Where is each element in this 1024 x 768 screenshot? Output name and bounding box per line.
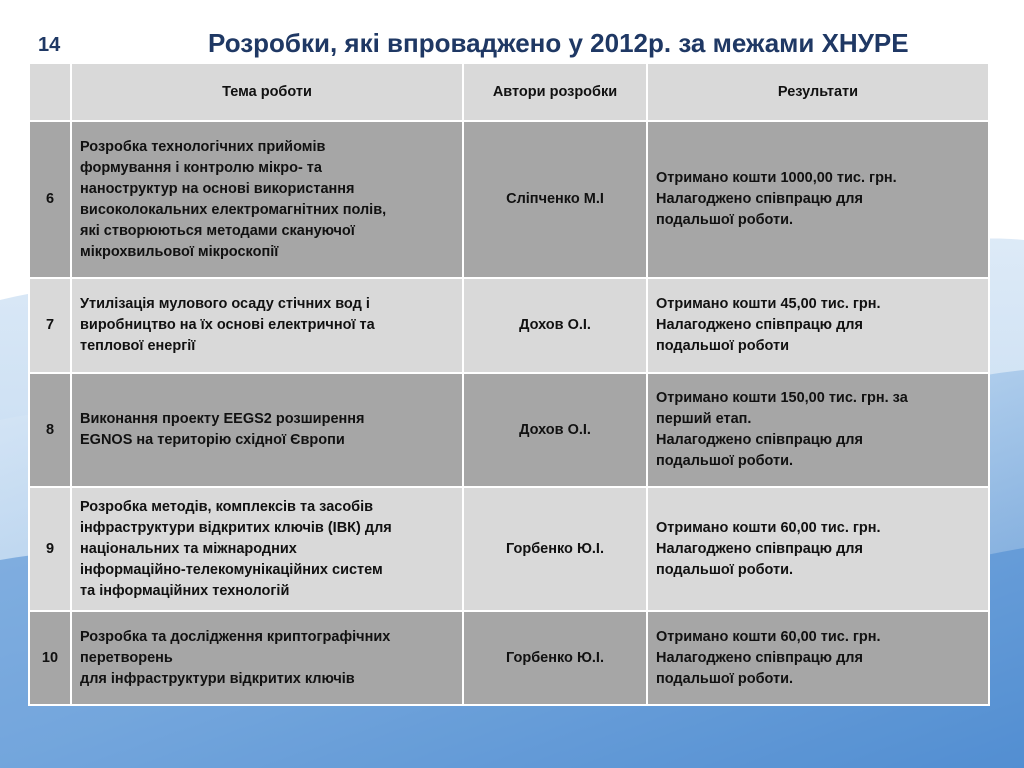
slide-number: 14 (38, 34, 61, 56)
header-num (29, 63, 71, 121)
result-line: Отримано кошти 150,00 тис. грн. за (656, 390, 908, 406)
topic-line: для інфраструктури відкритих ключів (80, 670, 355, 687)
row-results (647, 373, 989, 487)
row-authors: Горбенко Ю.І. (463, 487, 647, 611)
result-line: Отримано кошти 45,00 тис. грн. (656, 296, 881, 312)
topic-line: мікрохвильової мікроскопії (80, 243, 279, 260)
result-line: Налагоджено співпрацю для (656, 540, 863, 557)
result-line: подальшої роботи. (656, 561, 794, 578)
result-line: подальшої роботи. (656, 453, 794, 469)
row-topic (71, 487, 463, 611)
result-line: подальшої роботи. (656, 670, 794, 687)
result-line: Отримано кошти 60,00 тис. грн. (656, 519, 881, 536)
topic-line: Розробка та дослідження криптографічних (80, 628, 391, 645)
result-line: Отримано кошти 60,00 тис. грн. (656, 628, 881, 645)
topic-line: Розробка методів, комплексів та засобів (80, 498, 374, 515)
row-authors: Сліпченко М.І (463, 121, 647, 278)
row-authors: Дохов О.І. (463, 373, 647, 487)
result-line: Налагоджено співпрацю для (656, 432, 863, 448)
topic-line: EGNOS на територію східної Європи (80, 432, 345, 448)
topic-line: наноструктур на основі використання (80, 180, 355, 197)
developments-table (28, 62, 990, 706)
result-line: Налагоджено співпрацю для (656, 191, 863, 207)
topic-line: Виконання проекту EEGS2 розширення (80, 411, 365, 427)
row-results (647, 121, 989, 278)
table-row (29, 611, 989, 705)
table-row (29, 487, 989, 611)
row-authors: Дохов О.І. (463, 278, 647, 373)
table-row (29, 373, 989, 487)
topic-line: та інформаційних технологій (80, 582, 290, 599)
result-line: подальшої роботи. (656, 212, 794, 228)
header-topic: Тема роботи (71, 63, 463, 121)
topic-line: національних та міжнародних (80, 540, 297, 557)
result-line: Налагоджено співпрацю для (656, 649, 863, 666)
row-results (647, 611, 989, 705)
slide-title: Розробки, які впроваджено у 2012р. за межами ХНУРЕ (208, 28, 909, 58)
row-number: 10 (29, 611, 71, 705)
row-topic (71, 611, 463, 705)
topic-line: формування і контролю мікро- та (80, 159, 322, 176)
row-number: 6 (29, 121, 71, 278)
topic-line: Розробка технологічних прийомів (80, 138, 326, 155)
topic-line: перетворень (80, 649, 173, 666)
result-line: перший етап. (656, 411, 752, 427)
row-results (647, 487, 989, 611)
topic-line: інфраструктури відкритих ключів (ІВК) для (80, 519, 392, 536)
row-topic (71, 121, 463, 278)
row-authors: Горбенко Ю.І. (463, 611, 647, 705)
topic-line: інформаційно-телекомунікаційних систем (80, 561, 383, 578)
header-authors: Автори розробки (463, 63, 647, 121)
row-results (647, 278, 989, 373)
topic-line: теплової енергії (80, 338, 196, 354)
row-number: 9 (29, 487, 71, 611)
header-results: Результати (647, 63, 989, 121)
row-topic (71, 373, 463, 487)
topic-line: виробництво на їх основі електричної та (80, 317, 375, 333)
topic-line: які створюються методами скануючої (80, 222, 355, 239)
table-row (29, 278, 989, 373)
topic-line: Утилізація мулового осаду стічних вод і (80, 296, 370, 312)
row-topic (71, 278, 463, 373)
topic-line: високолокальних електромагнітних полів, (80, 201, 387, 218)
table-row (29, 121, 989, 278)
result-line: подальшої роботи (656, 338, 790, 354)
result-line: Налагоджено співпрацю для (656, 317, 863, 333)
row-number: 8 (29, 373, 71, 487)
row-number: 7 (29, 278, 71, 373)
table-header-row (29, 63, 989, 121)
result-line: Отримано кошти 1000,00 тис. грн. (656, 170, 897, 186)
